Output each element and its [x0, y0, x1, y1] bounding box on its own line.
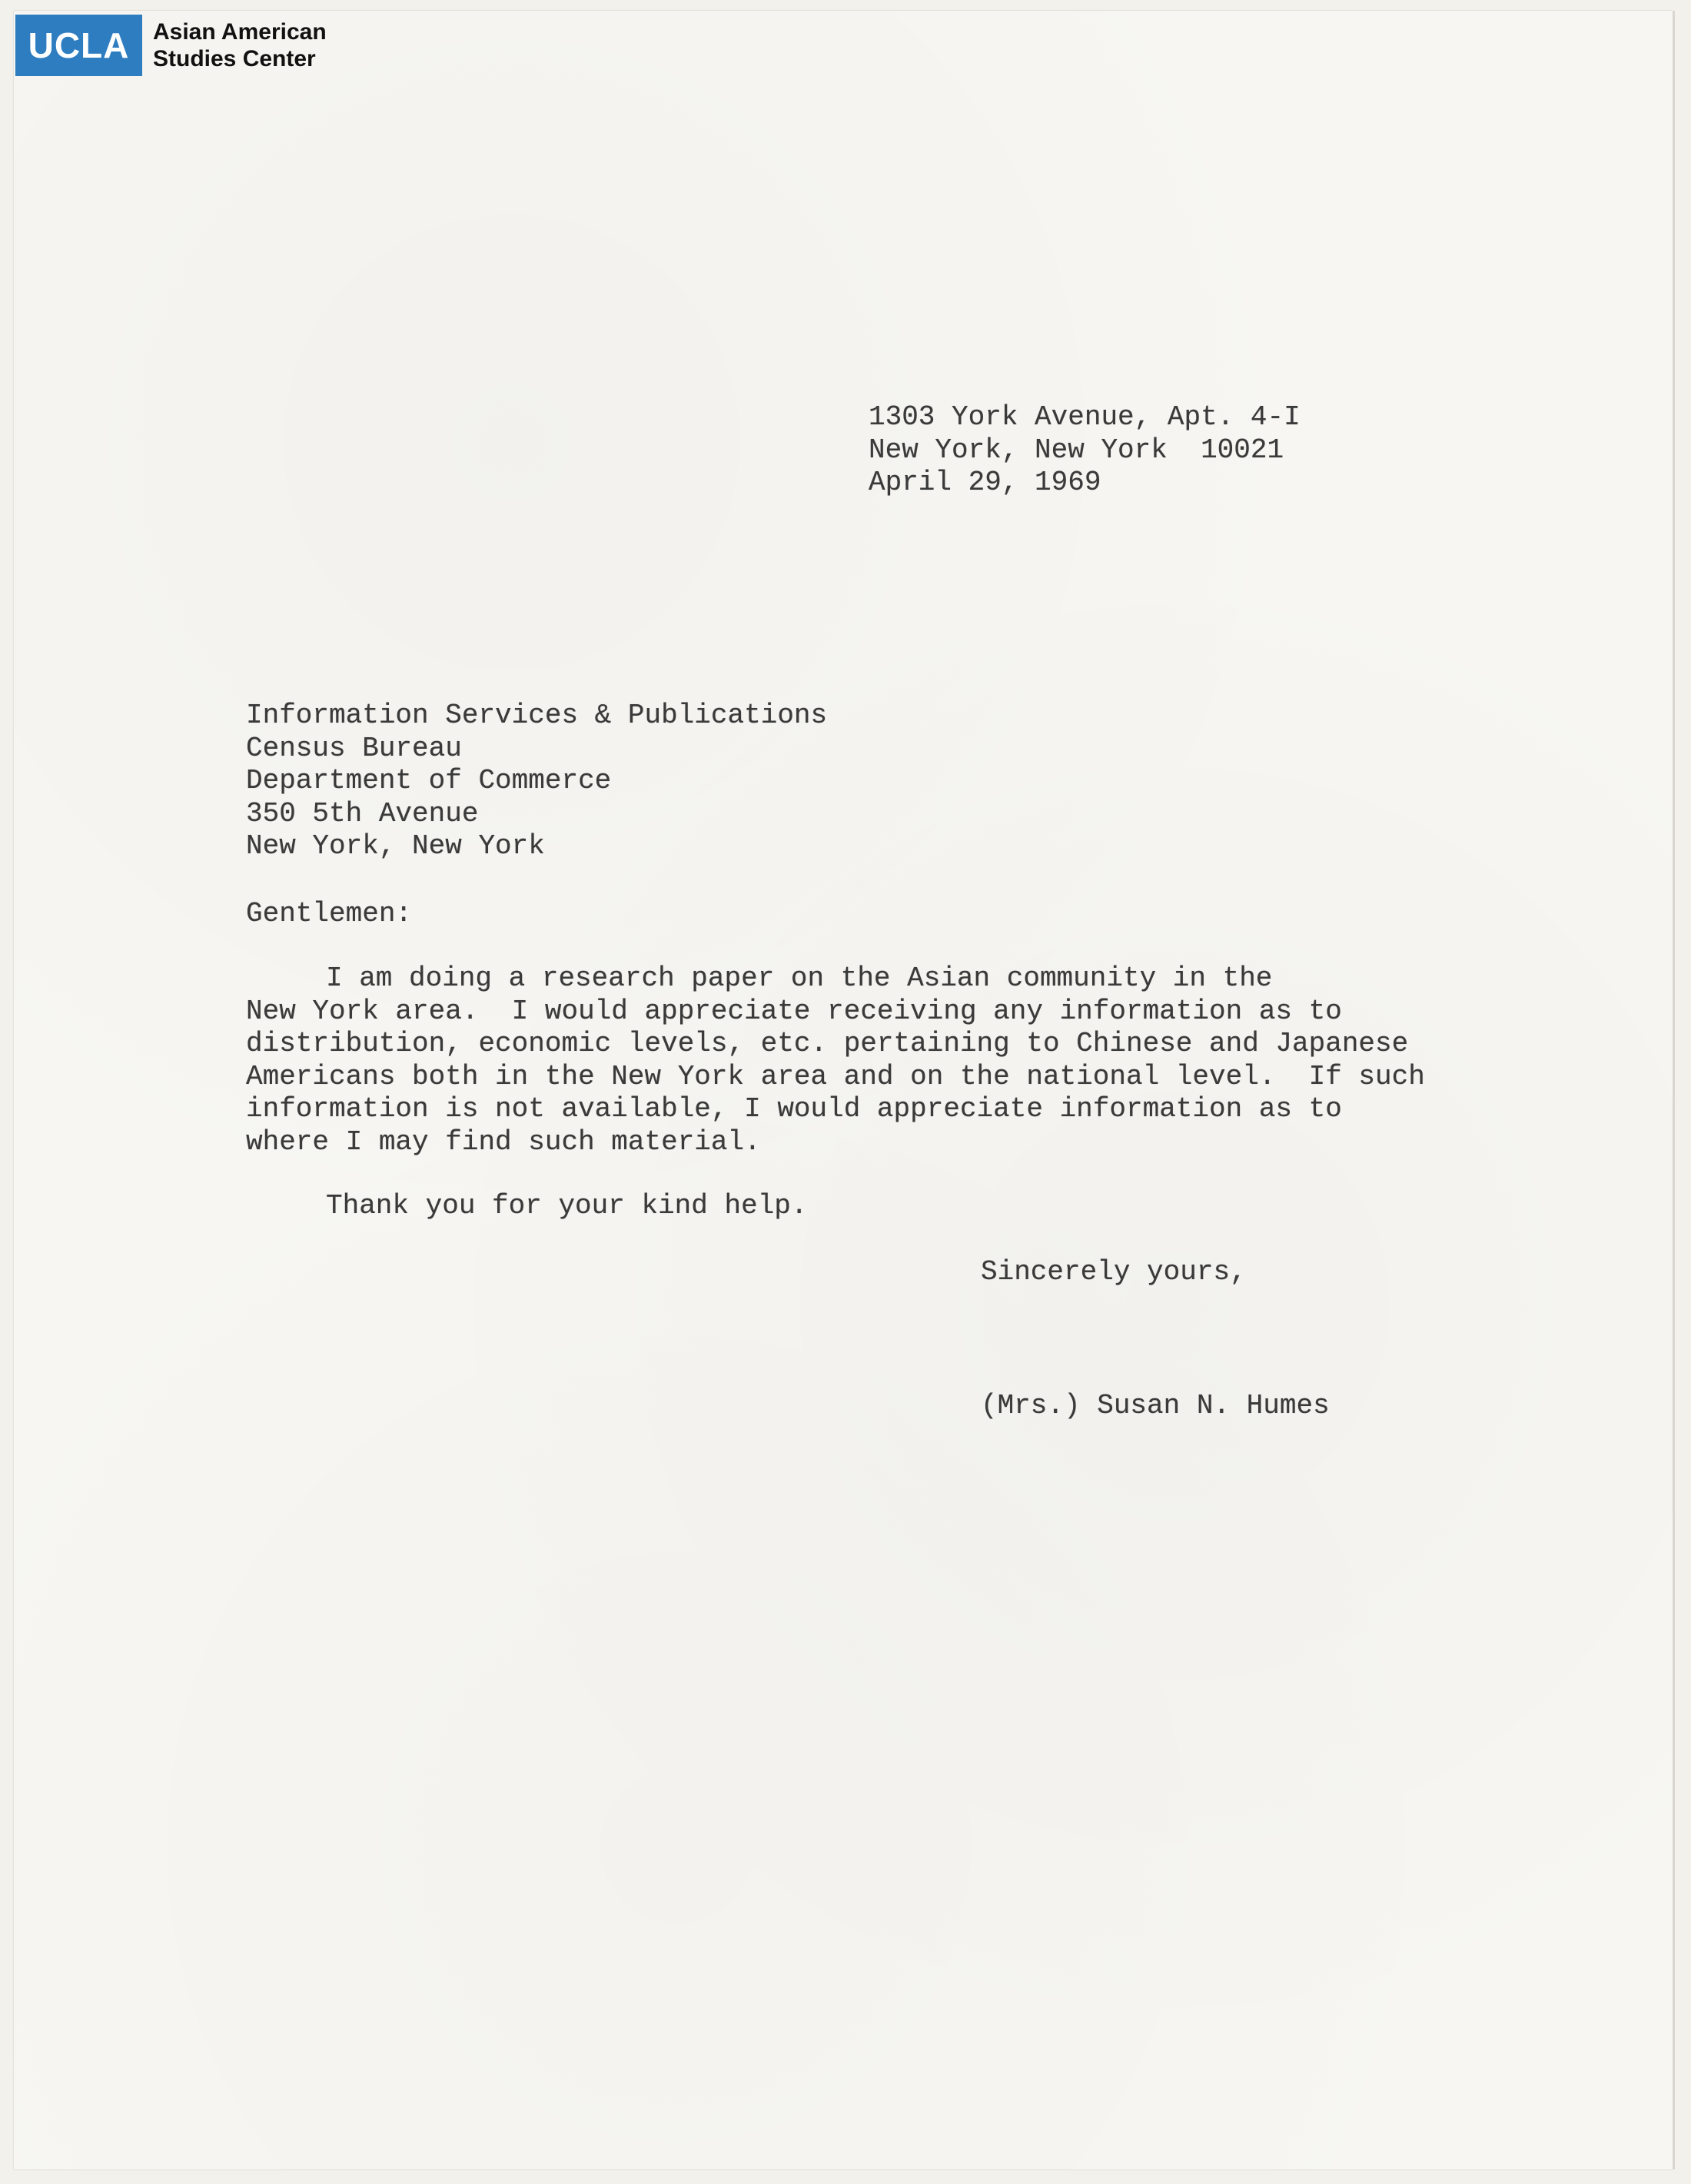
logo-text: [153, 18, 327, 72]
recipient-line: Department of Commerce: [246, 765, 612, 796]
ucla-logo-mark: UCLA: [15, 15, 142, 76]
body-line: information is not available, I would appreciate information as to: [246, 1093, 1342, 1125]
return-address: [869, 401, 1301, 500]
recipient-line: 350 5th Avenue: [246, 797, 479, 829]
letter-date: April 29, 1969: [869, 467, 1101, 498]
body-line: distribution, economic levels, etc. pertaining to Chinese and Japanese: [246, 1028, 1409, 1059]
ucla-aasc-logo: [15, 15, 327, 76]
recipient-line: Information Services & Publications: [246, 700, 828, 731]
page-edge: [1673, 11, 1675, 2169]
signature-name: (Mrs.) Susan N. Humes: [981, 1390, 1330, 1421]
thank-you-line: Thank you for your kind help.: [326, 1190, 808, 1222]
body-line: I am doing a research paper on the Asian community in the: [326, 962, 1273, 994]
letter-body: [246, 962, 1425, 1158]
closing: Sincerely yours,: [981, 1256, 1247, 1288]
return-address-street: 1303 York Avenue, Apt. 4-I: [869, 401, 1301, 433]
logo-line-1: Asian American: [153, 19, 327, 45]
body-line: New York area. I would appreciate receiving any information as to: [246, 995, 1342, 1027]
recipient-line: New York, New York: [246, 830, 545, 862]
salutation: Gentlemen:: [246, 898, 413, 929]
return-address-city: New York, New York 10021: [869, 434, 1284, 466]
recipient-line: Census Bureau: [246, 732, 462, 764]
body-line: where I may find such material.: [246, 1125, 761, 1158]
recipient-address: [246, 700, 827, 863]
logo-line-2: Studies Center: [153, 46, 316, 71]
body-line: Americans both in the New York area and on the national level. If such: [246, 1060, 1425, 1092]
